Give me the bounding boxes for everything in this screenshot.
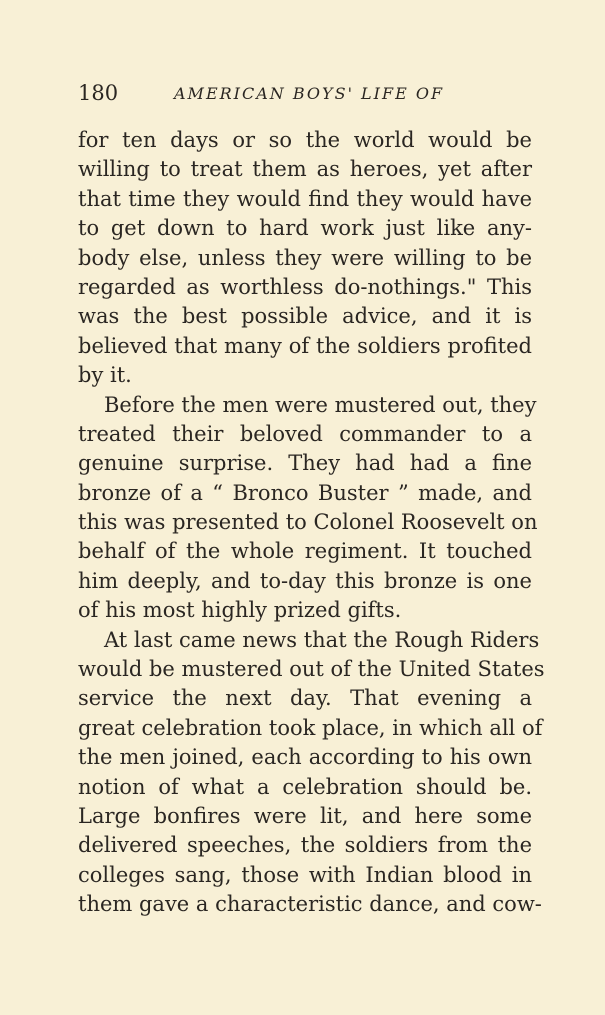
text-line: service the next day. That evening a <box>78 686 532 711</box>
text-line: him deeply, and to-day this bronze is one <box>78 568 532 593</box>
text-line: behalf of the whole regiment. It touched <box>78 539 532 564</box>
text-line: notion of what a celebration should be. <box>78 774 532 799</box>
running-title: AMERICAN BOYS' LIFE OF <box>174 84 445 103</box>
text-line: the men joined, each according to his own <box>78 745 532 770</box>
text-line: delivered speeches, the soldiers from the <box>78 833 532 858</box>
page-number: 180 <box>78 81 119 105</box>
text-line: great celebration took place, in which all of <box>78 715 543 740</box>
text-line: willing to treat them as heroes, yet after <box>78 157 532 182</box>
text-line: regarded as worthless do-nothings." This <box>78 274 532 299</box>
page-header <box>78 78 538 108</box>
text-line: genuine surprise. They had had a fine <box>78 451 532 476</box>
text-line: colleges sang, those with Indian blood in <box>78 862 532 887</box>
text-line: At last came news that the Rough Riders <box>104 627 540 652</box>
text-line: that time they would find they would have <box>78 186 532 211</box>
text-line: by it. <box>78 363 132 388</box>
body-text <box>78 126 545 920</box>
text-line: believed that many of the soldiers profited <box>78 333 532 358</box>
text-line: treated their beloved commander to a <box>78 421 532 446</box>
text-line: was the best possible advice, and it is <box>78 304 532 329</box>
text-line: body else, unless they were willing to be <box>78 245 532 270</box>
text-line: Before the men were mustered out, they <box>104 392 537 417</box>
text-line: Large bonfires were lit, and here some <box>78 803 532 828</box>
text-line: bronze of a “ Bronco Buster ” made, and <box>78 480 532 505</box>
text-line: them gave a characteristic dance, and cow- <box>78 892 542 917</box>
text-line: to get down to hard work just like any- <box>78 216 532 241</box>
text-line: for ten days or so the world would be <box>78 128 532 152</box>
text-line: of his most highly prized gifts. <box>78 598 402 623</box>
text-line: this was presented to Colonel Roosevelt on <box>78 510 538 535</box>
text-line: would be mustered out of the United States <box>78 657 545 682</box>
